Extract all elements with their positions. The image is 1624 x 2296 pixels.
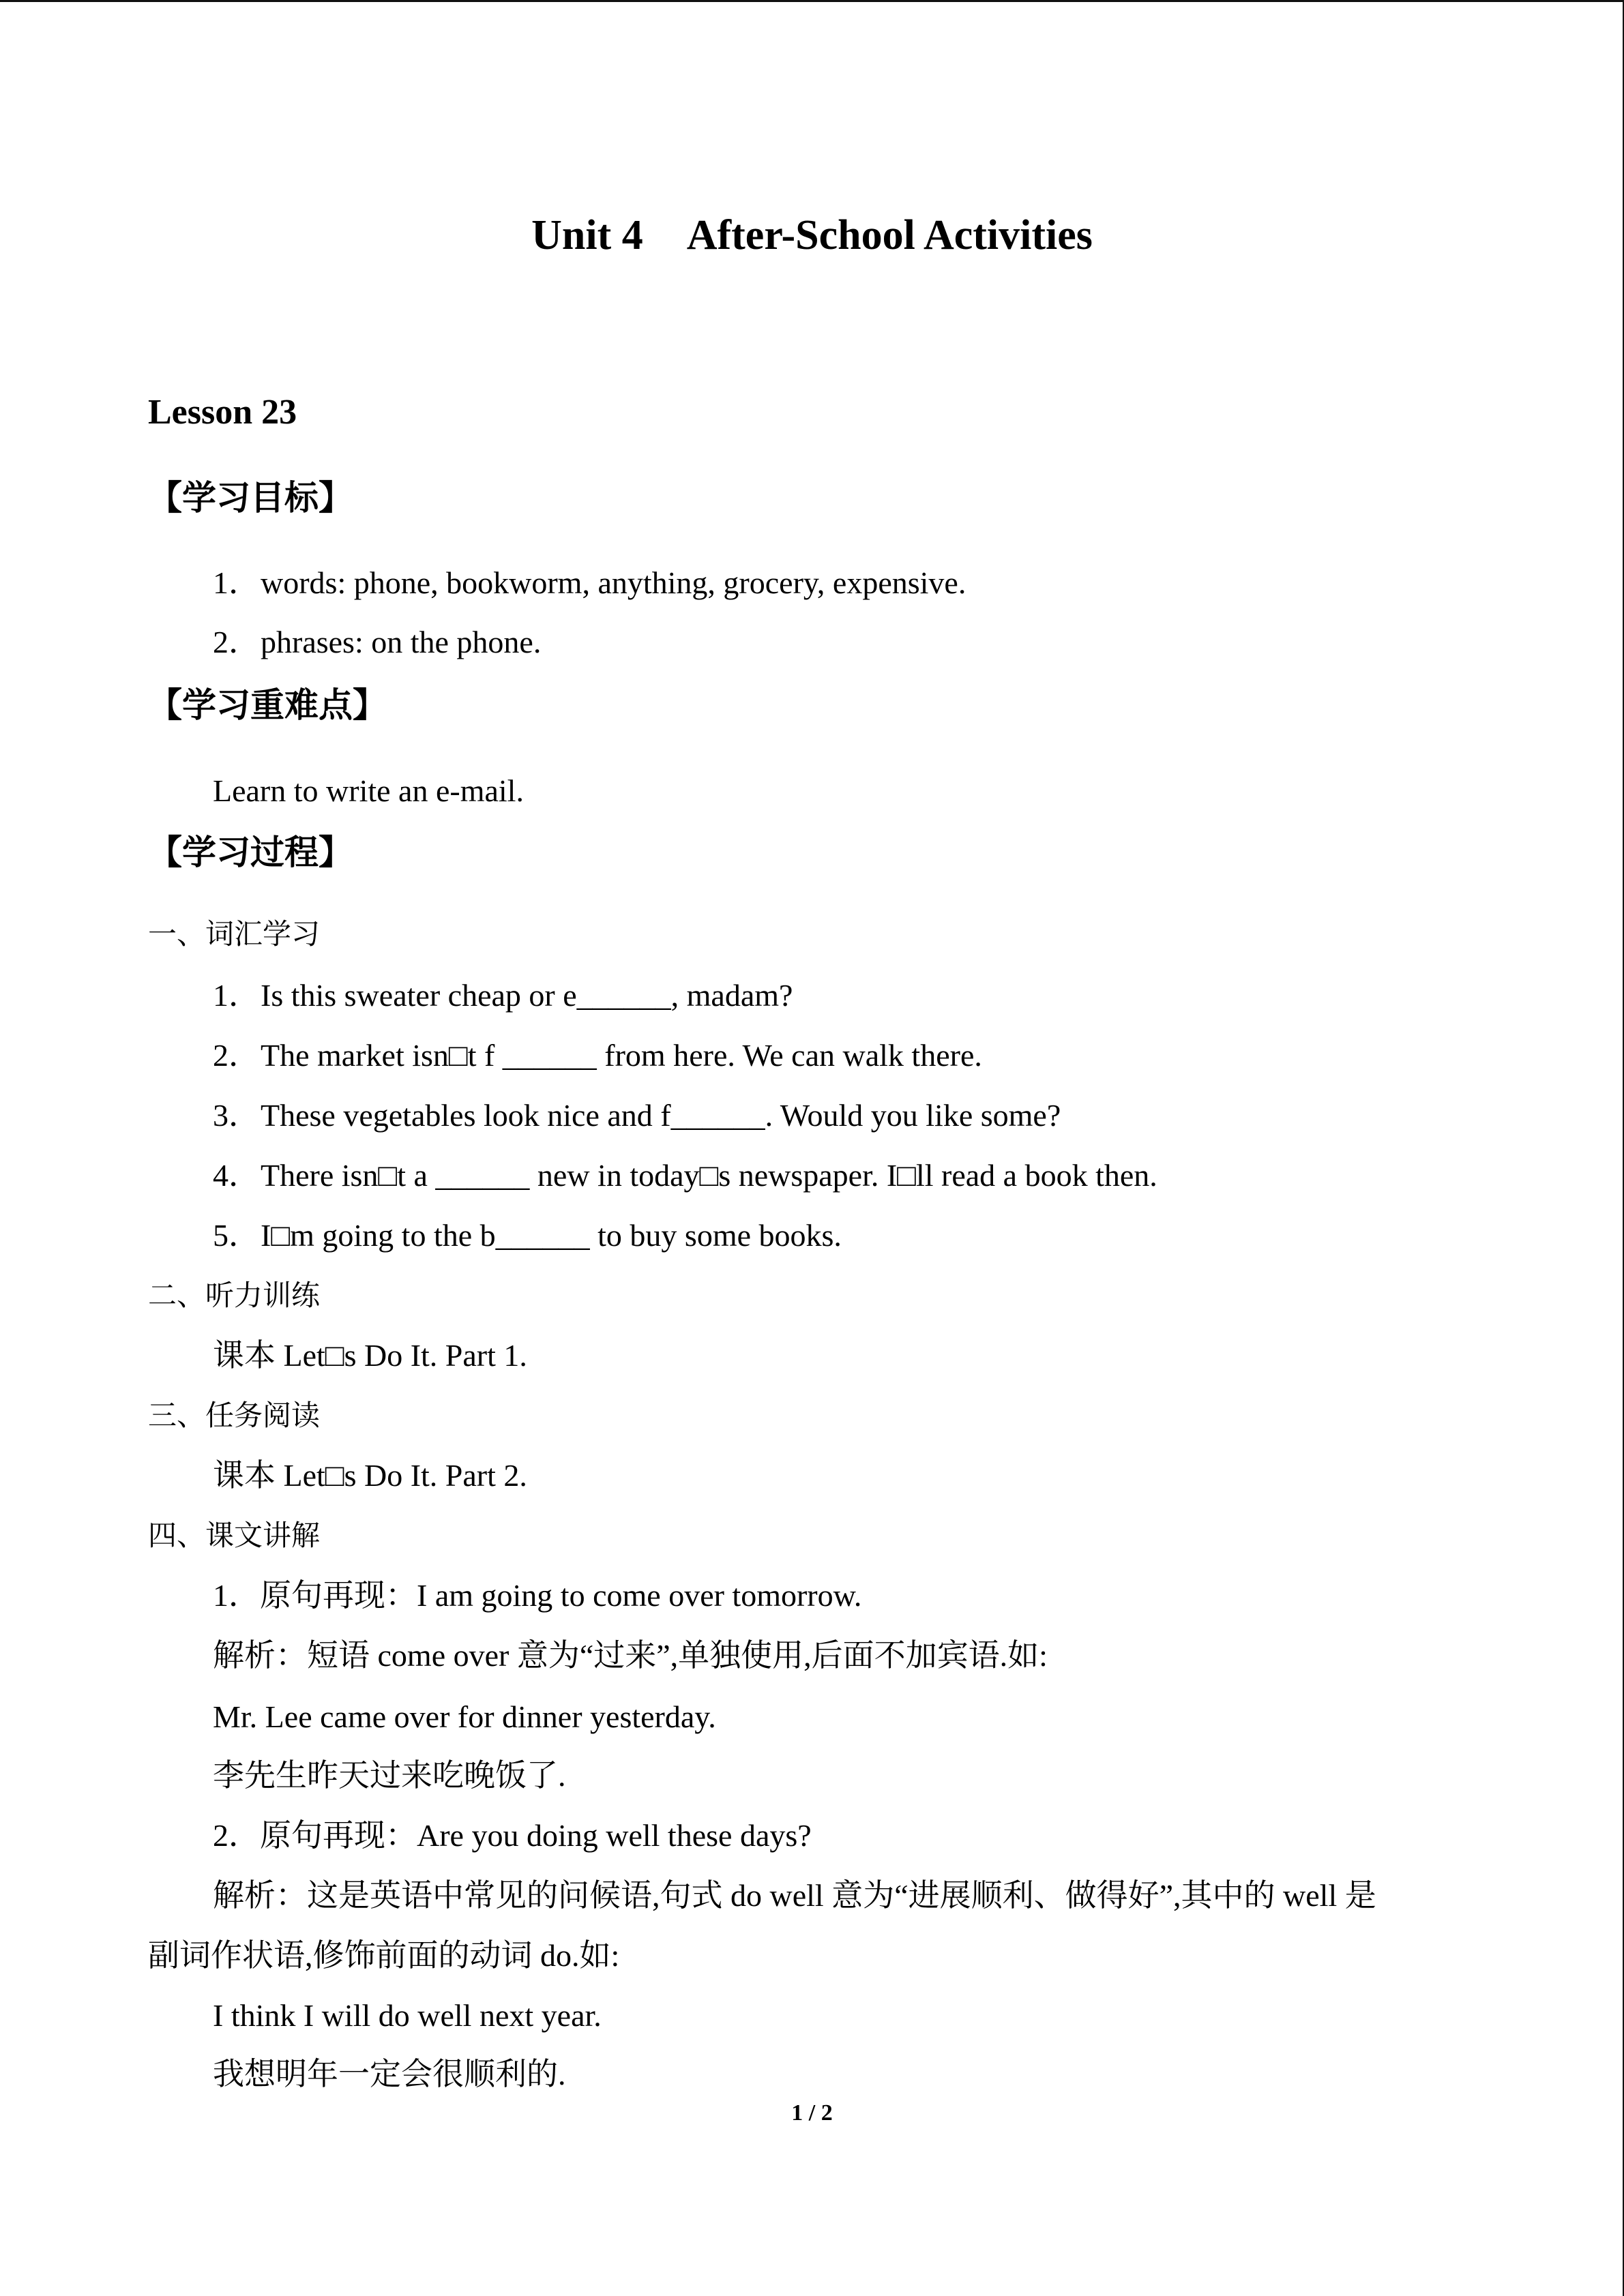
listening-section-heading: 二、听力训练 [148, 1279, 321, 1312]
listening-text: 课本 Let□s Do It. Part 1. [213, 1338, 527, 1373]
text-explanation-heading: 四、课文讲解 [148, 1519, 321, 1552]
example-cn-2: 我想明年一定会很顺利的. [213, 2057, 566, 2091]
key-points-text: Learn to write an e-mail. [213, 773, 524, 808]
vocab-question: 1．Is this sweater cheap or e______, madam? [213, 978, 793, 1013]
analysis-1: 解析：短语 come over 意为“过来”,单独使用,后面不加宾语.如: [213, 1638, 1048, 1673]
vocab-question: 3．These vegetables look nice and f______. Would you like some? [213, 1098, 1061, 1133]
lesson-heading: Lesson 23 [148, 393, 297, 432]
process-heading: 【学习过程】 [148, 833, 353, 872]
key-points-heading: 【学习重难点】 [148, 685, 387, 725]
objective-item: 1．words: phone, bookworm, anything, grocery, expensive. [213, 565, 966, 600]
vocab-question: 2．The market isn□t f ______ from here. We can walk there. [213, 1038, 982, 1073]
original-sentence-2: 2．原句再现：Are you doing well these days? [213, 1818, 812, 1853]
unit-name: After-School Activities [686, 212, 1093, 258]
example-cn-1: 李先生昨天过来吃晚饭了. [213, 1758, 566, 1793]
vocab-question: 4．There isn□t a ______ new in today□s newspaper. I□ll read a book then. [213, 1158, 1157, 1193]
objective-item: 2．phrases: on the phone. [213, 625, 542, 659]
vocab-section-heading: 一、词汇学习 [148, 917, 321, 951]
unit-label: Unit 4 [531, 212, 643, 258]
analysis-2-line2: 副词作状语,修饰前面的动词 do.如: [148, 1938, 620, 1973]
vocab-question: 5．I□m going to the b______ to buy some books. [213, 1218, 842, 1253]
reading-section-heading: 三、任务阅读 [148, 1399, 321, 1432]
analysis-2-line1: 解析：这是英语中常见的问候语,句式 do well 意为“进展顺利、做得好”,其中的 well 是 [213, 1878, 1376, 1913]
original-sentence-1: 1．原句再现：I am going to come over tomorrow. [213, 1578, 862, 1613]
example-en-2: I think I will do well next year. [213, 1998, 602, 2033]
example-en-1: Mr. Lee came over for dinner yesterday. [213, 1699, 716, 1734]
document-title [0, 212, 1624, 258]
reading-text: 课本 Let□s Do It. Part 2. [213, 1458, 527, 1493]
page-indicator: 1 / 2 [791, 2100, 833, 2126]
objectives-heading: 【学习目标】 [148, 478, 353, 518]
